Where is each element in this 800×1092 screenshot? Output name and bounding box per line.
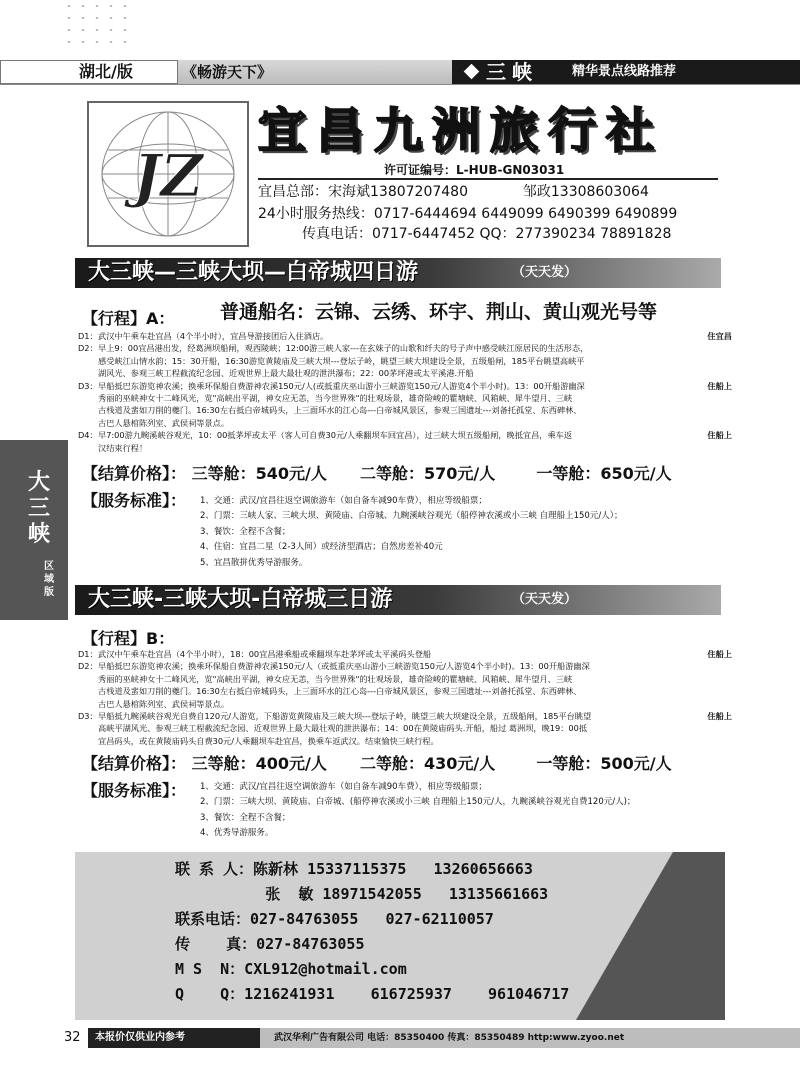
service-item: 2、门票：三峡人家、三峡大坝、黄陵庙、白帝城、九畹溪峡谷观光（船停神农溪或小三峡 自理船上150元/人）； [200,511,623,522]
itinerary-day [78,429,732,441]
service-item: 4、优秀导游服务。 [200,828,274,839]
agency-name: 宜昌九洲旅行社 [258,103,665,159]
price-first: 一等舱：650元/人 [536,464,672,483]
tour1-boats: 普通船名：云锦、云绣、环宇、荆山、黄山观光号等 [220,301,658,323]
day-stay: 住宜昌 [707,331,732,341]
day-text-cont: 古巴人悬棺陈列室、武侯祠等景点。 [98,417,230,428]
itinerary-day [78,330,732,342]
day-label: D3： [78,711,98,722]
day-text-cont: 汉结束行程！ [98,442,148,453]
price-third: 三等舱：400元/人 [191,754,327,773]
magazine-name: 《畅游天下》 [182,63,273,81]
service-item: 1、交通：武汉/宜昌往返空调旅游车（如自备车减90车费），相应等级船票； [200,496,487,506]
itinerary-day [78,660,732,672]
day-text-cont: 湖风光、参观三峡工程截流纪念园、近观世界上最大最壮观的泄洪瀑布；22：00茅坪港或太平溪港.开船 [98,368,474,379]
day-label: D2： [78,343,98,354]
service-item: 5、宜昌散拼优秀导游服务。 [200,557,308,568]
tour2-title: 大三峡-三峡大坝-白帝城三日游 [88,587,393,612]
tour2-tag: （天天发） [512,592,578,607]
section-title: 三峡 [486,60,538,84]
region-label: 湖北/版 [0,60,178,84]
tour2-price-row [82,754,672,774]
tour1-services [200,494,622,571]
tour1-tag: （天天发） [512,265,578,280]
day-stay: 住船上 [707,380,732,391]
contact-person-2: 张 敏 18971542055 13135661663 [175,885,549,903]
itinerary-day [78,710,732,722]
day-text: 武汉中午乘车赴宜昌（4个半小时），18：00宜昌港乘船或乘翻坝车赴茅坪或太平溪码头登船 [98,649,432,659]
hq-contact-2: 邹政13308603064 [522,184,649,200]
side-char-2: 三 [28,495,51,521]
contact-msn: M S N：CXL912@hotmail.com [175,960,407,978]
page-number: 32 [64,1030,81,1045]
price-second: 二等舱：570元/人 [360,464,496,483]
service-item: 3、餐饮：全程不含餐； [200,526,291,537]
day-text: 早船抵巴东游览神农溪；换乘环保船自费游神农溪150元/人(或抵重庆巫山游小三峡游览150元/人游览4个半小时)。13：00开船游幽深 [98,380,585,391]
contact-fax: 传 真：027-84763055 [175,935,365,953]
day-text: 早上9：00宜昌港出发，经葛洲坝船闸，观西陵峡；12:00游三峡人家---在玄妹子的山歌和纤夫的号子声中感受峡江原居民的生活形态， [98,343,589,354]
day-label: D1： [78,649,98,659]
tour1-price-row [82,464,672,484]
day-text: 武汉中午乘车赴宜昌（4个半小时），宜昌导游接团后入住酒店。 [98,331,329,341]
dot-pattern [62,0,132,52]
side-sub: 区域版 [44,561,54,598]
side-char-3: 峡 [28,521,51,547]
section-subtitle: 精华景点线路推荐 [572,64,677,79]
fax-qq: 传真电话：0717-6447452 QQ：277390234 78891828 [302,226,672,242]
logo-text: JZ [133,142,203,210]
tour1-route-label: 【行程】A： [82,309,175,328]
price-label: 【结算价格】： [82,464,187,483]
footer-info: 武汉华利广告有限公司 电话：85350400 传真：85350489 http:www.zyoo.net [260,1028,800,1048]
hotline: 24小时服务热线：0717-6444694 6449099 6490399 6490899 [258,206,678,222]
price-third: 三等舱：540元/人 [191,464,327,483]
price-first: 一等舱：500元/人 [536,754,672,773]
contact-person-1: 联 系 人：陈新林 15337115375 13260656663 [175,860,533,878]
tour2-services [200,780,635,842]
day-stay: 住船上 [707,430,732,441]
license-number: 许可证编号：L-HUB-GN03031 [384,163,565,177]
service-item: 2、门票：三峡大坝、黄陵庙、白帝城、(船停神农溪或小三峡 自理船上150元/人，九畹溪峡谷观光自费120元/人)； [200,797,636,808]
day-label: D1： [78,331,98,341]
tour2-itinerary [78,648,732,747]
price-label: 【结算价格】： [82,754,187,773]
price-second: 二等舱：430元/人 [360,754,496,773]
service-item: 4、住宿：宜昌二星（2-3人间）或经济型酒店；自然房差补40元 [200,542,443,553]
day-text: 早船抵巴东游览神农溪；换乘环保船自费游神农溪150元/人（或抵重庆巫山游小三峡游览150元/人游览4个半小时)。13：00开船游幽深 [98,661,590,672]
service-item: 3、餐饮：全程不含餐； [200,812,291,823]
agency-logo [86,100,250,248]
day-stay: 住船上 [707,711,732,722]
day-label: D3： [78,380,98,391]
divider [258,178,718,180]
day-text-cont: 古栈道及蜚如刀削的夔门。16:30左右抵白帝城码头，上三面环水的江心岛---白帝城风景区，参观三国遗址---刘备托孤堂、东西碑林、 [98,686,582,697]
day-text-cont: 古栈道及蜚如刀削的夔门。16:30左右抵白帝城码头，上三面环水的江心岛---白帝城风景区，参观三国遗址---刘备托孤堂、东西碑林、 [98,405,582,416]
day-text-cont: 感受峡江山情水韵；15：30开船，16:30游览黄陵庙及三峡大坝---登坛子岭，眺望三峡大坝建设全景，五级船闸，185平台眺望高峡平 [98,355,585,366]
itinerary-day [78,648,732,660]
contact-phone: 联系电话：027-84763055 027-62110057 [175,910,494,928]
day-text-cont: 高峡平湖风光、参观三峡工程截流纪念园、近观世界上最大最壮观的泄洪瀑布；14：00在黄陵庙码头.开船，船过 葛洲坝，晚19：00抵 [98,723,588,734]
tour2-service-label: 【服务标准】： [82,781,187,800]
tour1-itinerary [78,330,732,454]
contact-qq: Q Q：1216241931 616725937 961046717 [175,985,570,1003]
service-item: 1、交通：武汉/宜昌往返空调旅游车（如自备车减90车费），相应等级船票； [200,782,487,792]
footer-note: 本报价仅供业内参考 [95,1032,185,1043]
day-text-cont: 古巴人悬棺陈列室、武侯祠等景点。 [98,698,230,709]
day-label: D2： [78,661,98,672]
day-label: D4： [78,430,98,441]
day-text: 早船抵九畹溪峡谷观光自费自120元/人游览，下船游览黄陵庙及三峡大坝---登坛子岭，眺望三峡大坝建设全景，五级船闸，185平台眺望 [98,711,592,722]
tour1-service-label: 【服务标准】： [82,491,187,510]
tour2-route-label: 【行程】B： [82,629,175,648]
day-text-cont: 宜昌码头，或在黄陵庙码头自费30元/人乘翻坝车赴宜昌，换乘车返武汉。结束愉快三峡行程。 [98,735,439,746]
day-stay: 住船上 [707,649,732,659]
hq-contact [258,182,649,202]
tour1-title: 大三峡—三峡大坝—白帝城四日游 [88,260,419,285]
itinerary-day [78,342,732,354]
day-text: 早7:00游九畹溪峡谷观光，10：00抵茅坪或太平（客人可自费30元/人乘翻坝车回宜昌），过三峡大坝五级船闸，晚抵宜昌，乘车返 [98,430,573,441]
itinerary-day [78,380,732,392]
hq-contact-1: 宜昌总部：宋海斌13807207480 [258,184,468,200]
side-char-1: 大 [28,469,51,495]
day-text-cont: 秀丽的巫峡神女十二峰风光，览"高峡出平湖，神女应无恙，当今世界殊"的壮观场景，雄奇险峻的瞿塘峡、风箱峡、犀牛望月、三峡 [98,393,573,404]
day-text-cont: 秀丽的巫峡神女十二峰风光，览"高峡出平湖，神女应无恙，当今世界殊"的壮观场景，雄奇险峻的瞿塘峡、风箱峡、犀牛望月、三峡 [98,673,573,684]
